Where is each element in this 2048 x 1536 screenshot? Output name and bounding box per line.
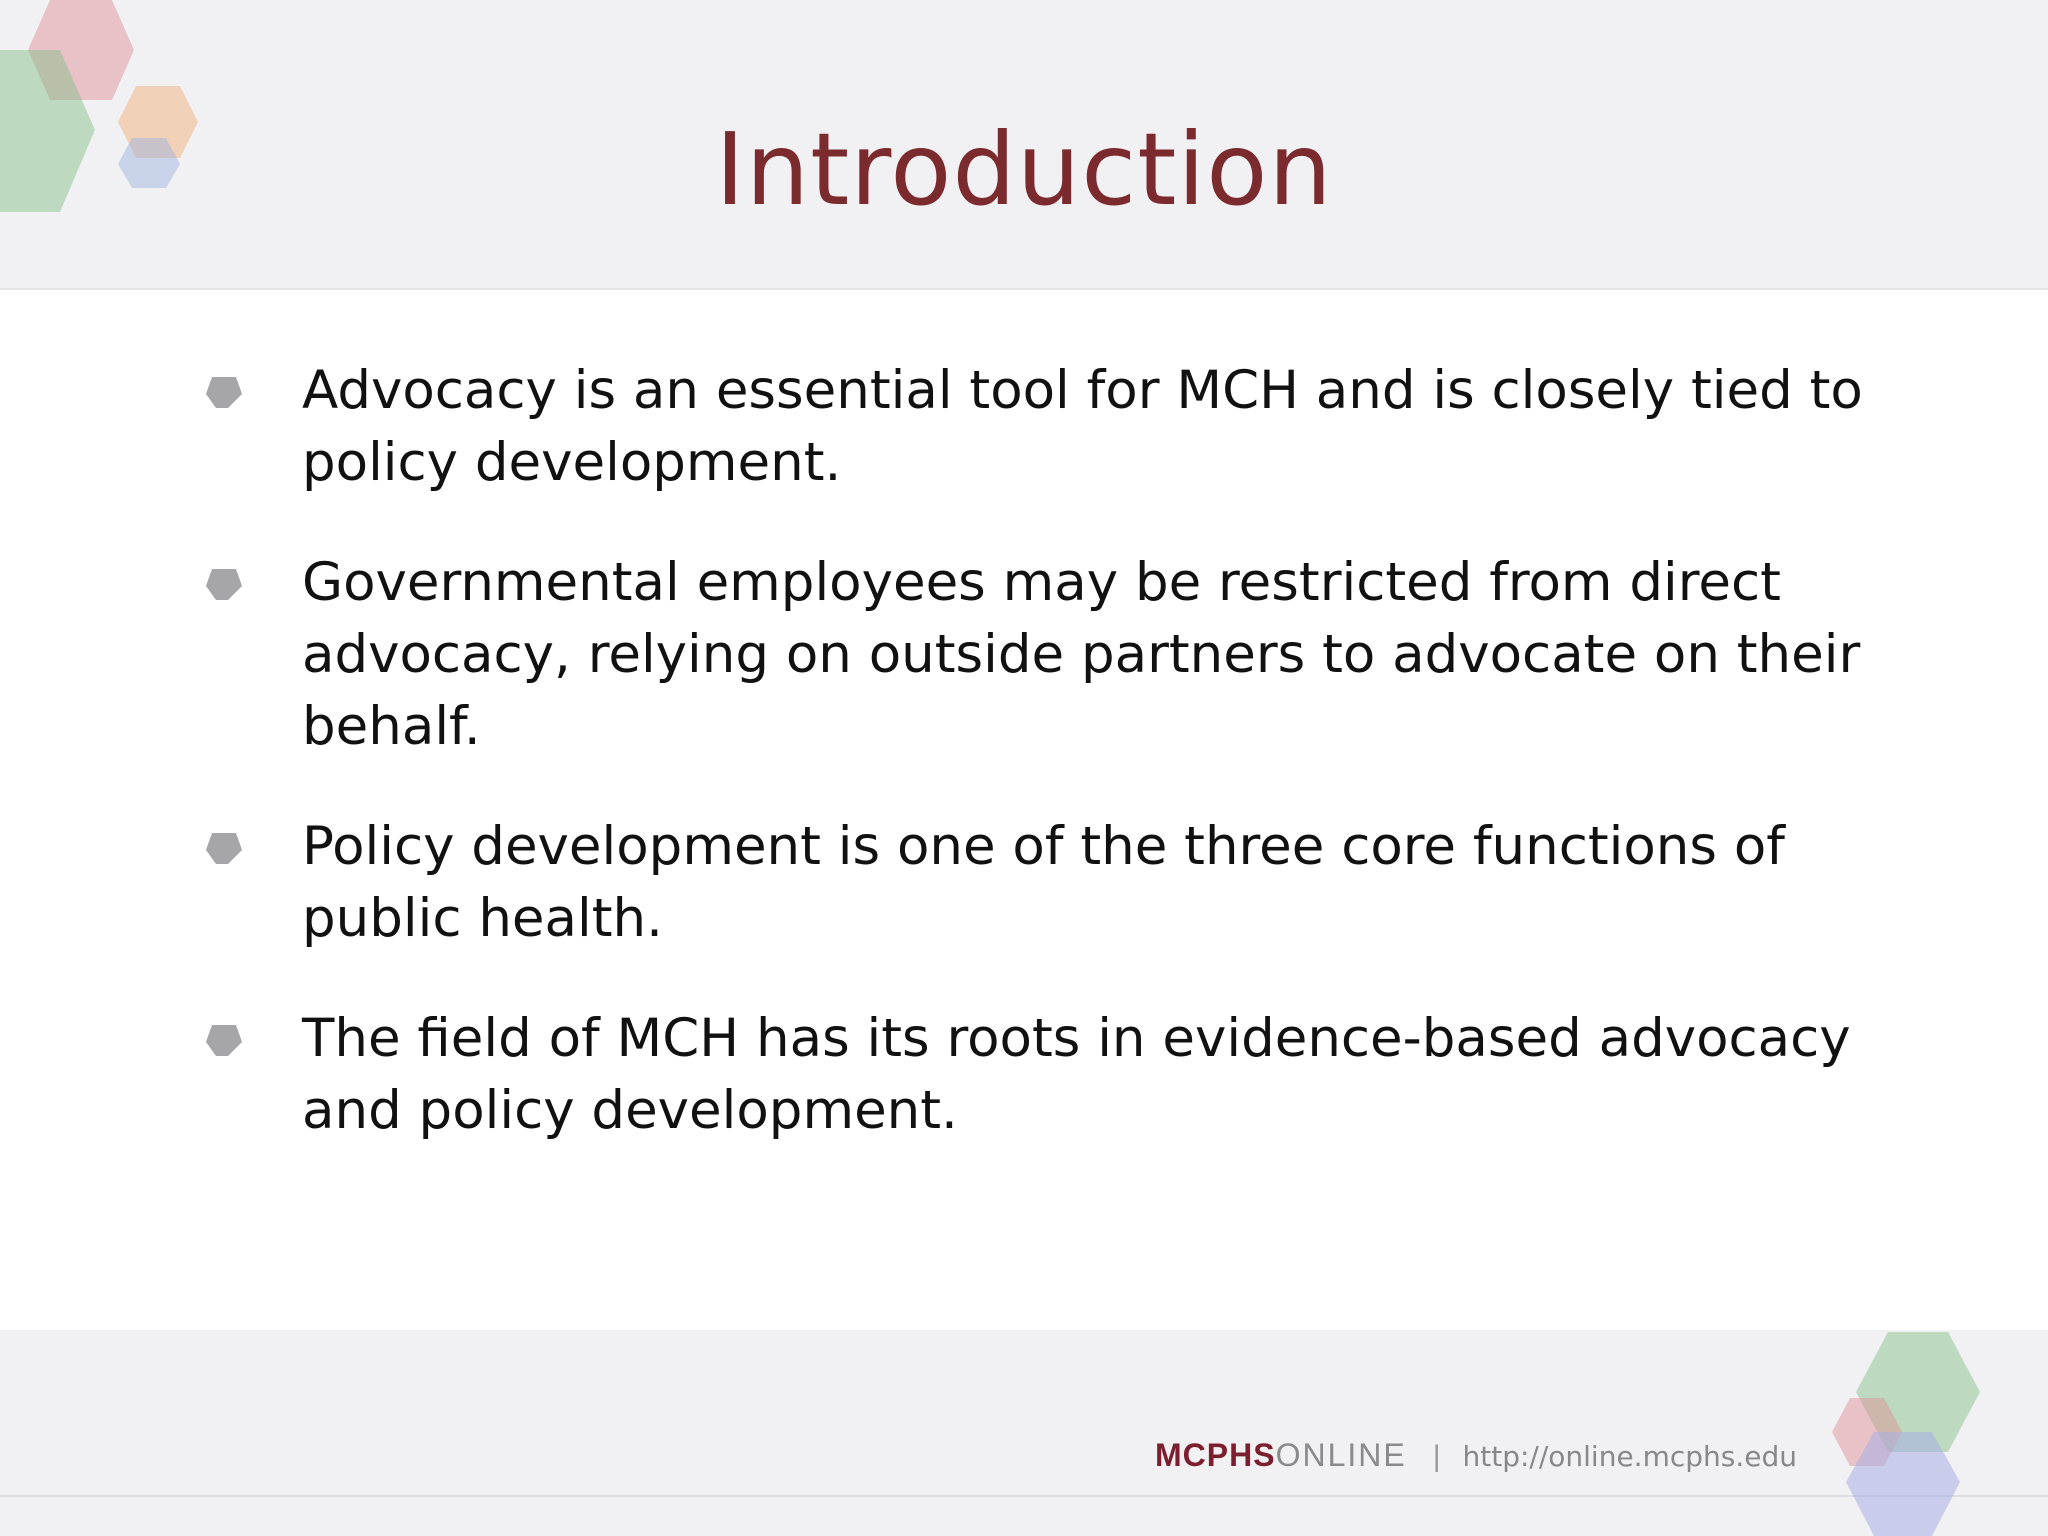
bullet-text: Policy development is one of the three core functions of public health. <box>302 816 1785 949</box>
bullet-text: Advocacy is an essential tool for MCH and is closely tied to policy development. <box>302 360 1863 493</box>
bullet-item <box>200 811 1920 955</box>
pentagon-bullet-icon <box>204 1022 244 1058</box>
bullet-item <box>200 355 1920 499</box>
bullet-item <box>200 1003 1920 1147</box>
footer-divider <box>0 1495 2048 1497</box>
footer-separator: | <box>1432 1440 1441 1473</box>
pentagon-bullet-icon <box>204 374 244 410</box>
pentagon-bullet-icon <box>204 830 244 866</box>
bullet-list <box>200 355 1920 1195</box>
footer-band <box>0 1330 2048 1536</box>
hexagon-cluster-bottom-right-icon <box>1830 1326 2048 1536</box>
brand-logo-primary: MCPHS <box>1155 1437 1276 1473</box>
bullet-text: Governmental employees may be restricted from direct advocacy, relying on outside partners to advocate on their behalf. <box>302 552 1861 757</box>
brand-footer <box>1155 1437 1797 1487</box>
bullet-item <box>200 547 1920 763</box>
pentagon-bullet-icon <box>204 566 244 602</box>
bullet-text: The field of MCH has its roots in evidence-based advocacy and policy development. <box>302 1008 1851 1141</box>
brand-logo-secondary: ONLINE <box>1275 1437 1407 1473</box>
footer-url-link[interactable]: http://online.mcphs.edu <box>1462 1440 1798 1473</box>
slide-title: Introduction <box>715 111 1333 228</box>
